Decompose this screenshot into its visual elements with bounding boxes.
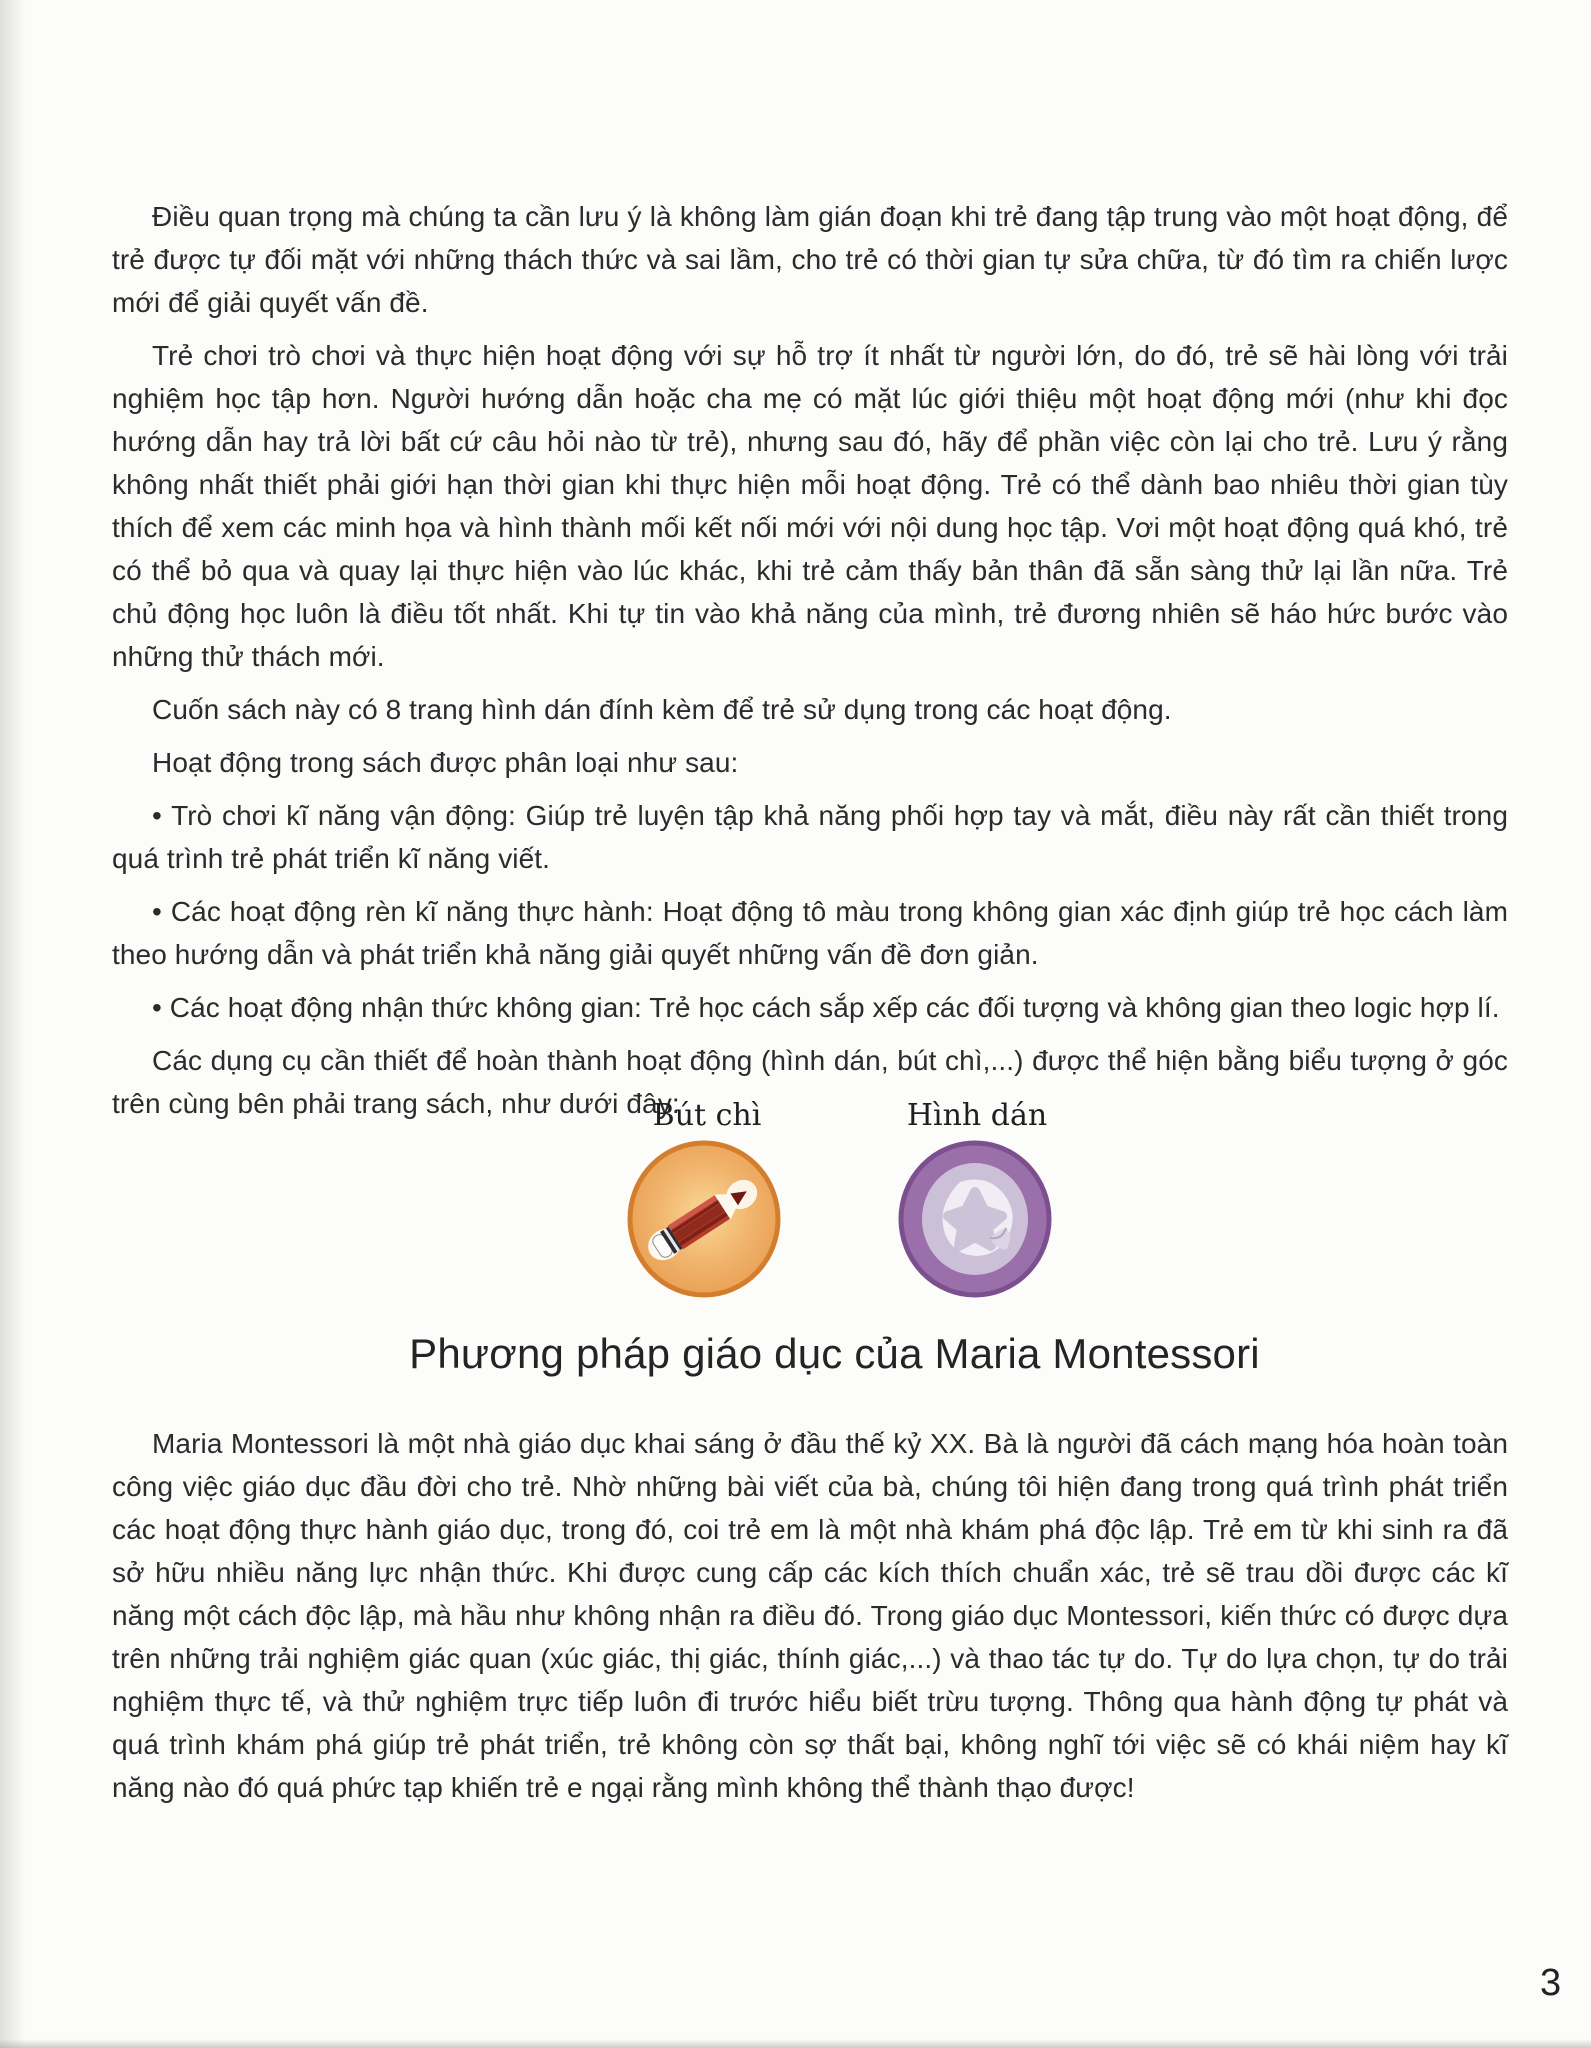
paragraph: Cuốn sách này có 8 trang hình dán đính kèm để trẻ sử dụng trong các hoạt động. bbox=[152, 694, 1172, 725]
page-number: 3 bbox=[1540, 1962, 1562, 2004]
paragraph: Trẻ chơi trò chơi và thực hiện hoạt động với sự hỗ trợ ít nhất từ người lớn, do đó, trẻ sẽ hài lòng với trải nghiệm học tập hơn. Người hướng dẫn hoặc cha mẹ có mặt lúc giới thiệu một hoạt động mới (như khi đọc hướng dẫn hay trả lời bất cứ câu hỏi nào từ trẻ), nhưng sau đó, hãy để phần việc còn lại cho trẻ. Lưu ý rằng không nhất thiết phải giới hạn thời gian khi thực hiện mỗi hoạt động. Trẻ có thể dành bao nhiêu thời gian tùy thích để xem các minh họa và hình thành mối kết nối mới với nội dung học tập. Vơi một hoạt động quá khó, trẻ có thể bỏ qua và quay lại thực hiện vào lúc khác, khi trẻ cảm thấy bản thân đã sẵn sàng thử lại lần nữa. Trẻ chủ động học luôn là điều tốt nhất. Khi tự tin vào khả năng của mình, trẻ đương nhiên sẽ háo hức bước vào những thử thách mới. bbox=[112, 340, 1508, 672]
paragraph: Điều quan trọng mà chúng ta cần lưu ý là không làm gián đoạn khi trẻ đang tập trung vào một hoạt động, để trẻ được tự đối mặt với những thách thức và sai lầm, cho trẻ có thời gian tự sửa chữa, từ đó tìm ra chiến lược mới để giải quyết vấn đề. bbox=[112, 201, 1508, 318]
section-body-container bbox=[112, 1422, 1508, 1819]
section-heading: Phương pháp giáo dục của Maria Montessori bbox=[409, 1330, 1260, 1377]
paragraph: • Các hoạt động nhận thức không gian: Trẻ học cách sắp xếp các đối tượng và không gian theo logic hợp lí. bbox=[152, 992, 1500, 1023]
page-left-shadow bbox=[0, 0, 26, 2048]
section-body-paragraph: Maria Montessori là một nhà giáo dục khai sáng ở đầu thế kỷ XX. Bà là người đã cách mạng hóa hoàn toàn công việc giáo dục đầu đời cho trẻ. Nhờ những bài viết của bà, chúng tôi hiện đang trong quá trình phát triển các hoạt động thực hành giáo dục, trong đó, coi trẻ em là một nhà khám phá độc lập. Trẻ em từ khi sinh ra đã sở hữu nhiều năng lực nhận thức. Khi được cung cấp các kích thích chuẩn xác, trẻ sẽ trau dồi được các kĩ năng một cách độc lập, mà hầu như không nhận ra điều đó. Trong giáo dục Montessori, kiến thức có được dựa trên những trải nghiệm giác quan (xúc giác, thị giác, thính giác,...) và thao tác tự do. Tự do lựa chọn, tự do trải nghiệm thực tế, và thử nghiệm trực tiếp luôn đi trước hiểu biết trừu tượng. Thông qua hành động tự phát và quá trình khám phá giúp trẻ phát triển, trẻ không còn sợ thất bại, không nghĩ tới việc sẽ có khái niệm hay kĩ năng nào đó quá phức tạp khiến trẻ e ngại rằng mình không thể thành thạo được! bbox=[112, 1428, 1508, 1803]
paragraph: Hoạt động trong sách được phân loại như sau: bbox=[152, 747, 739, 778]
paragraph: • Trò chơi kĩ năng vận động: Giúp trẻ luyện tập khả năng phối hợp tay và mắt, điều này rất cần thiết trong quá trình trẻ phát triển kĩ năng viết. bbox=[112, 800, 1508, 874]
page-bottom-shadow bbox=[0, 2039, 1591, 2048]
sticker-icon-label: Hình dán bbox=[906, 1098, 1048, 1133]
intro-paragraphs bbox=[112, 195, 1508, 1135]
paragraph: • Các hoạt động rèn kĩ năng thực hành: Hoạt động tô màu trong không gian xác định giúp trẻ học cách làm theo hướng dẫn và phát triển khả năng giải quyết những vấn đề đơn giản. bbox=[112, 896, 1508, 970]
pencil-icon bbox=[627, 1140, 781, 1298]
paragraph: Các dụng cụ cần thiết để hoàn thành hoạt động (hình dán, bút chì,...) được thể hiện bằng biểu tượng ở góc trên cùng bên phải trang sách, như dưới đây: bbox=[112, 1045, 1508, 1119]
pencil-icon-label: Bút chì bbox=[652, 1098, 762, 1133]
sticker-icon bbox=[898, 1140, 1052, 1298]
